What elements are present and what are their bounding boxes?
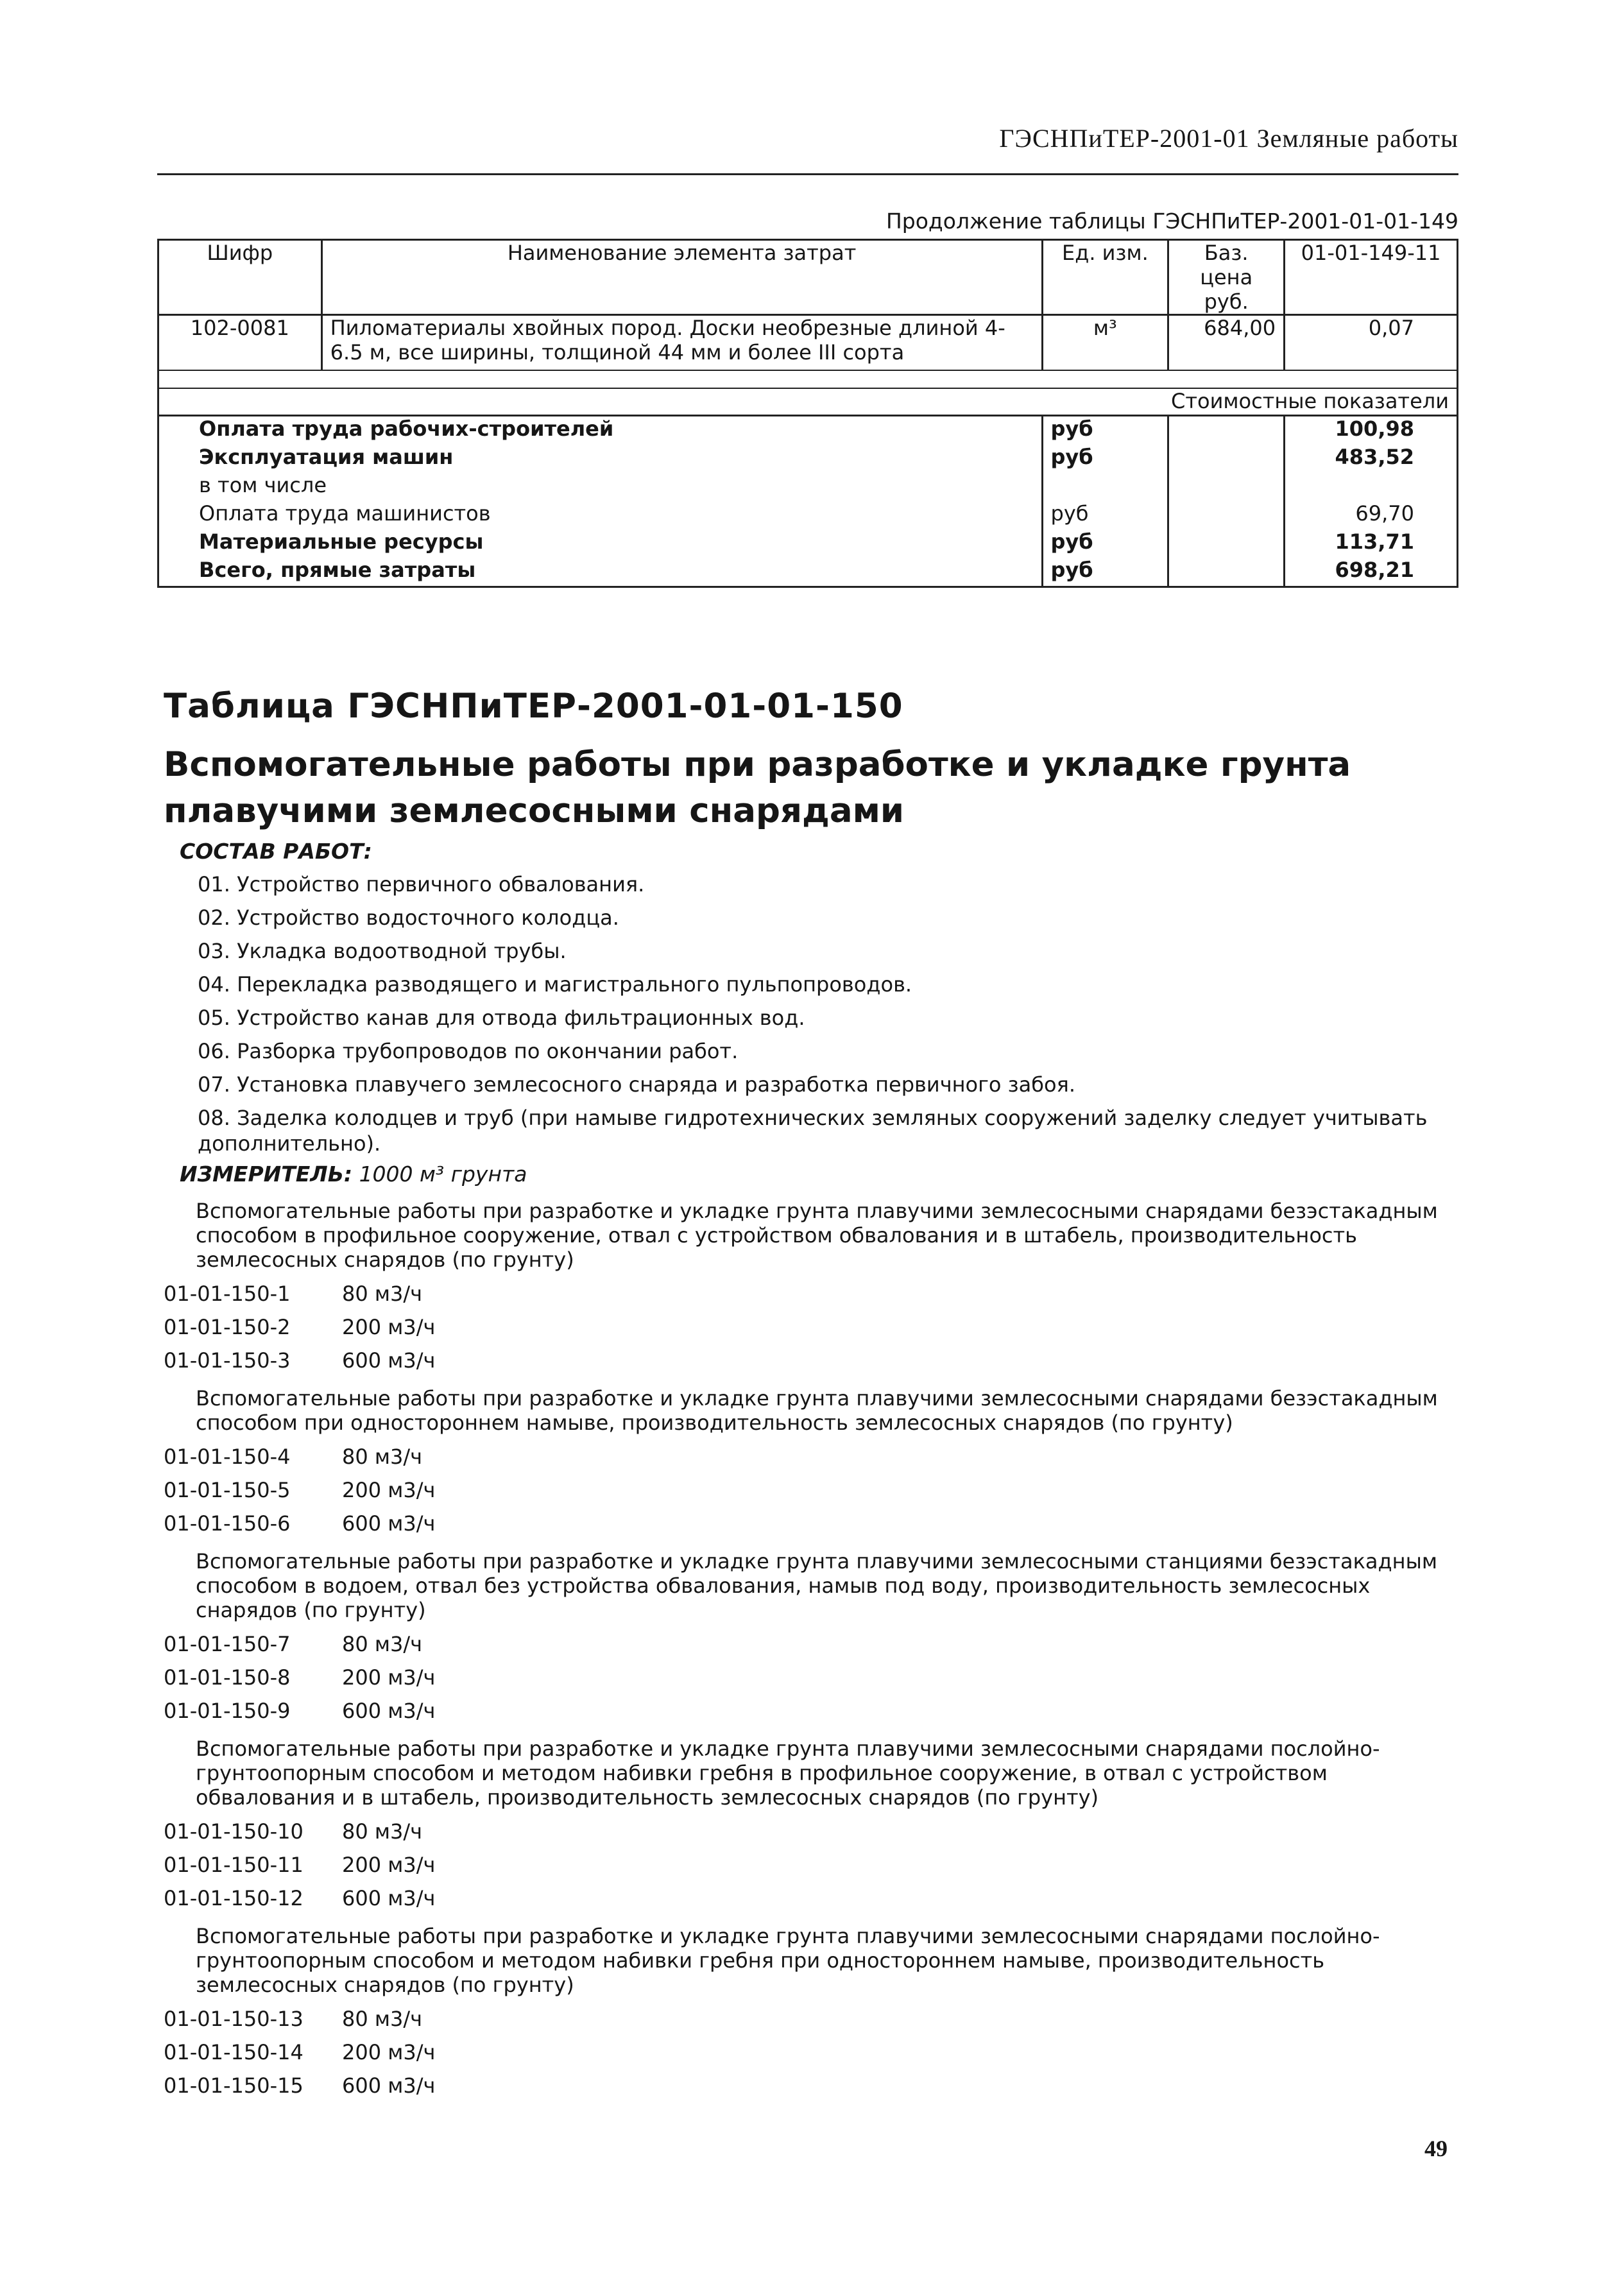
norm-item [164, 1882, 1466, 1915]
group-description: Вспомогательные работы при разработке и укладке грунта плавучими землесосными станциями безэстакадным способом в водоем, отвал без устройства обвалования, намыв под воду, производительность землесосных снарядов (по грунту) [196, 1549, 1437, 1622]
norm-code: 01-01-150-14 [164, 2040, 303, 2064]
norm-value: 600 м3/ч [342, 2073, 436, 2098]
cost-price [1168, 473, 1285, 501]
norm-item [164, 1310, 1466, 1344]
cost-value: 483,52 [1285, 445, 1458, 473]
group-description: Вспомогательные работы при разработке и укладке грунта плавучими землесосными снарядами послойно-грунтоопорным способом и методом набивки гребня в профильное сооружение, в отвал с устройством обвалования и в штабель, производительность землесосных снарядов (по грунту) [196, 1737, 1380, 1810]
col-header-code: Шифр [158, 240, 322, 315]
norm-item [164, 1507, 1466, 1540]
norm-value: 200 м3/ч [342, 1853, 436, 1877]
norm-item [164, 1694, 1466, 1728]
work-item: 08. Заделка колодцев и труб (при намыве гидротехнических земляных сооружений заделку следует учитывать дополнительно). [198, 1106, 1428, 1156]
col-header-name: Наименование элемента затрат [321, 240, 1042, 315]
norm-group [164, 1386, 1466, 1540]
norm-value: 80 м3/ч [342, 1445, 423, 1469]
work-item: 06. Разборка трубопроводов по окончании работ. [198, 1039, 739, 1063]
indicators-header-row [158, 388, 1458, 416]
norm-group [164, 1549, 1466, 1728]
norm-code: 01-01-150-2 [164, 1315, 291, 1339]
norm-code: 01-01-150-5 [164, 1478, 291, 1502]
col-header-price: Баз. цена руб. [1168, 240, 1285, 315]
page-number: 49 [1424, 2136, 1448, 2161]
norm-value: 600 м3/ч [342, 1348, 436, 1373]
norm-item [164, 1661, 1466, 1694]
indicators-header: Стоимостные показатели [158, 388, 1458, 416]
norm-value: 200 м3/ч [342, 1315, 436, 1339]
material-unit: м³ [1042, 315, 1168, 371]
norm-value: 200 м3/ч [342, 1478, 436, 1502]
cost-unit: руб [1042, 501, 1168, 529]
group-description: Вспомогательные работы при разработке и укладке грунта плавучими землесосными снарядами безэстакадным способом при одностороннем намыве, производительность землесосных снарядов (по грунту) [196, 1386, 1438, 1435]
section-title: Вспомогательные работы при разработке и укладке грунта плавучими землесосными снарядами [164, 745, 1351, 830]
cost-price [1168, 501, 1285, 529]
cost-name: Оплата труда машинистов [158, 501, 1043, 529]
table-header-row [158, 240, 1458, 315]
cost-name: Оплата труда рабочих-строителей [158, 416, 1043, 445]
norm-code: 01-01-150-12 [164, 1886, 303, 1910]
norm-group [164, 1737, 1466, 1915]
work-item: 04. Перекладка разводящего и магистрального пульпопроводов. [198, 972, 912, 997]
running-header-title: ГЭСНПиТЕР-2001-01 Земляные работы [999, 124, 1458, 153]
cost-price [1168, 416, 1285, 445]
table-title: Таблица ГЭСНПиТЕР-2001-01-01-150 [164, 687, 903, 726]
col-header-unit: Ед. изм. [1042, 240, 1168, 315]
work-item: 01. Устройство первичного обвалования. [198, 872, 645, 896]
cost-row [158, 473, 1458, 501]
norm-value: 80 м3/ч [342, 1819, 423, 1844]
cost-value: 100,98 [1285, 416, 1458, 445]
norm-group [164, 1924, 1466, 2102]
norm-value: 600 м3/ч [342, 1511, 436, 1536]
norm-code: 01-01-150-3 [164, 1348, 291, 1373]
norm-group [164, 1199, 1466, 1377]
norm-code: 01-01-150-10 [164, 1819, 303, 1844]
cost-unit: руб [1042, 529, 1168, 558]
norm-value: 80 м3/ч [342, 1632, 423, 1656]
composition-label: СОСТАВ РАБОТ: [180, 839, 372, 864]
norm-item [164, 1277, 1466, 1310]
group-description: Вспомогательные работы при разработке и укладке грунта плавучими землесосными снарядами послойно-грунтоопорным способом и методом набивки гребня при одностороннем намыве, производительность землесосных снарядов (по грунту) [196, 1924, 1380, 1997]
norm-value: 200 м3/ч [342, 1665, 436, 1690]
cost-unit [1042, 473, 1168, 501]
meter [180, 1162, 527, 1187]
norm-item [164, 1815, 1466, 1848]
norm-value: 80 м3/ч [342, 2007, 423, 2031]
norm-item [164, 2002, 1466, 2036]
norm-value: 600 м3/ч [342, 1886, 436, 1910]
norm-code: 01-01-150-6 [164, 1511, 291, 1536]
material-name: Пиломатериалы хвойных пород. Доски необрезные длиной 4-6.5 м, все ширины, толщиной 44 мм и более III сорта [321, 315, 1042, 371]
work-item: 05. Устройство канав для отвода фильтрационных вод. [198, 1006, 805, 1030]
cost-row [158, 416, 1458, 445]
cost-row [158, 529, 1458, 558]
norm-item [164, 2036, 1466, 2069]
cost-value: 69,70 [1285, 501, 1458, 529]
works-list [198, 871, 1468, 1164]
cost-unit: руб [1042, 416, 1168, 445]
material-row [158, 315, 1458, 371]
cost-price [1168, 529, 1285, 558]
norm-value: 600 м3/ч [342, 1699, 436, 1723]
col-header-norm: 01-01-149-11 [1285, 240, 1458, 315]
table-spacer [158, 370, 1458, 388]
cost-row [158, 558, 1458, 587]
norm-code: 01-01-150-11 [164, 1853, 303, 1877]
norm-code: 01-01-150-13 [164, 2007, 303, 2031]
header-rule [157, 173, 1458, 175]
norm-item [164, 1473, 1466, 1507]
cost-price [1168, 558, 1285, 587]
norm-item [164, 1344, 1466, 1377]
norm-code: 01-01-150-9 [164, 1699, 291, 1723]
group-description: Вспомогательные работы при разработке и укладке грунта плавучими землесосными снарядами безэстакадным способом в профильное сооружение, отвал с устройством обвалования и в штабель, производительность землесосных снарядов (по грунту) [196, 1199, 1438, 1272]
norm-item [164, 2069, 1466, 2102]
norm-code: 01-01-150-15 [164, 2073, 303, 2098]
cost-name: Материальные ресурсы [158, 529, 1043, 558]
norm-code: 01-01-150-4 [164, 1445, 291, 1469]
norm-code: 01-01-150-8 [164, 1665, 291, 1690]
norm-item [164, 1627, 1466, 1661]
cost-row [158, 501, 1458, 529]
norm-item [164, 1440, 1466, 1473]
cost-value: 113,71 [1285, 529, 1458, 558]
cost-name: Эксплуатация машин [158, 445, 1043, 473]
table-continuation-caption: Продолжение таблицы ГЭСНПиТЕР-2001-01-01-149 [885, 209, 1458, 234]
work-item: 03. Укладка водоотводной трубы. [198, 939, 567, 963]
meter-label: ИЗМЕРИТЕЛЬ: [180, 1162, 353, 1187]
meter-value: 1000 м³ грунта [359, 1162, 527, 1187]
work-item: 07. Установка плавучего землесосного снаряда и разработка первичного забоя. [198, 1072, 1076, 1097]
cost-value: 698,21 [1285, 558, 1458, 587]
cost-unit: руб [1042, 445, 1168, 473]
work-item: 02. Устройство водосточного колодца. [198, 905, 619, 930]
material-value: 0,07 [1285, 315, 1458, 371]
norm-groups [164, 1199, 1466, 2111]
cost-value [1285, 473, 1458, 501]
norm-value: 200 м3/ч [342, 2040, 436, 2064]
cost-price [1168, 445, 1285, 473]
resource-table [157, 239, 1458, 588]
norm-value: 80 м3/ч [342, 1282, 423, 1306]
norm-code: 01-01-150-1 [164, 1282, 291, 1306]
material-price: 684,00 [1168, 315, 1285, 371]
cost-name: в том числе [158, 473, 1043, 501]
norm-code: 01-01-150-7 [164, 1632, 291, 1656]
cost-unit: руб [1042, 558, 1168, 587]
material-code: 102-0081 [158, 315, 322, 371]
norm-item [164, 1848, 1466, 1882]
cost-row [158, 445, 1458, 473]
cost-name: Всего, прямые затраты [158, 558, 1043, 587]
